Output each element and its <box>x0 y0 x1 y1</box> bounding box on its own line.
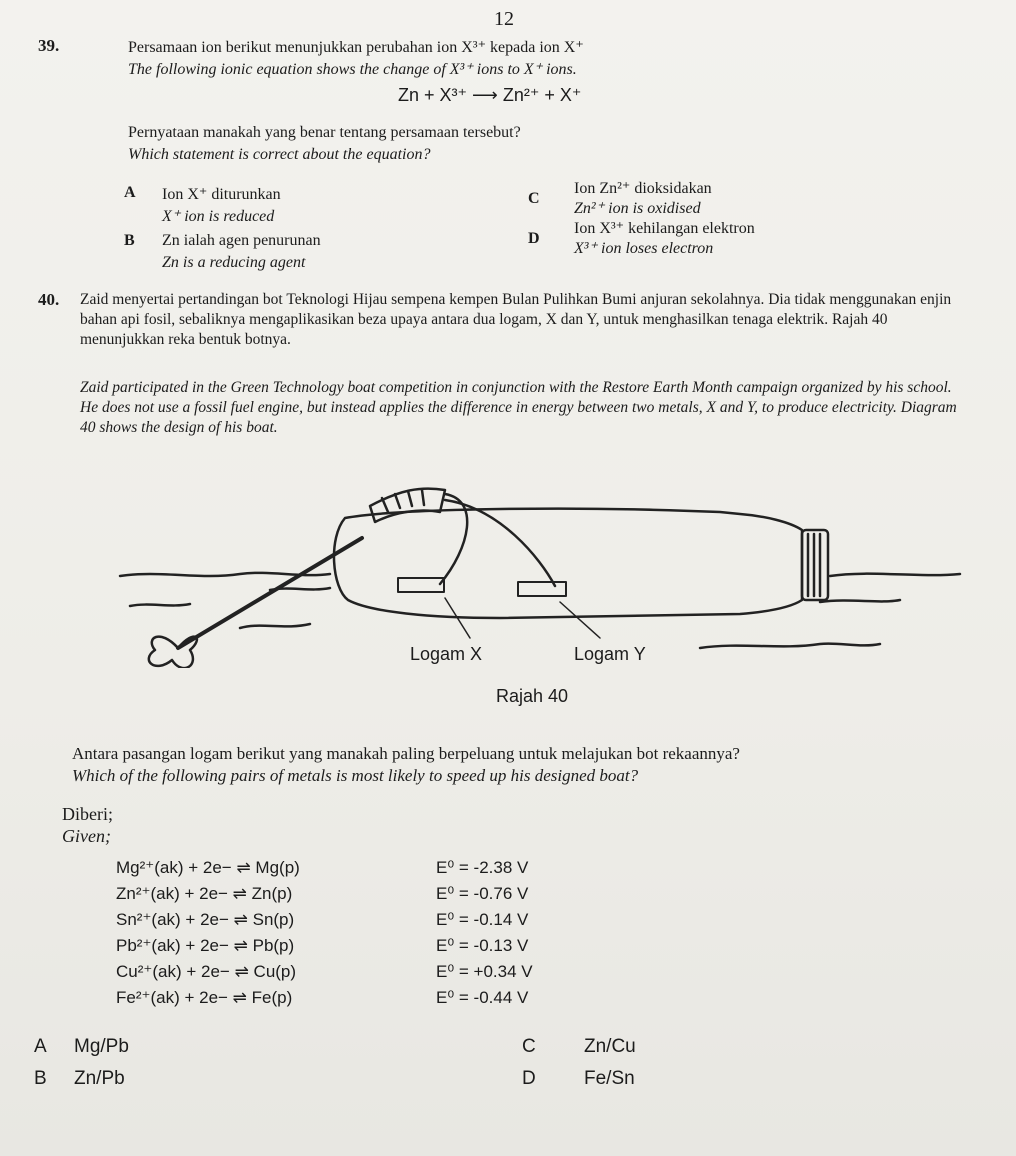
q40-question-en: Which of the following pairs of metals is most likely to speed up his designed boat? <box>72 766 639 785</box>
q40-answer-d[interactable]: Fe/Sn <box>584 1068 635 1089</box>
wire-1 <box>440 494 467 584</box>
q39-option-b-letter: B <box>124 232 135 249</box>
bottle-outline <box>334 509 802 618</box>
metal-y <box>518 582 566 596</box>
half-equation-sn: Sn²⁺(ak) + 2e− ⇌ Sn(p) <box>116 910 295 929</box>
q39-option-b-ms[interactable]: Zn ialah agen penurunan <box>162 232 321 249</box>
half-equation-cu: Cu²⁺(ak) + 2e− ⇌ Cu(p) <box>116 962 297 981</box>
q39-option-c-en: Zn²⁺ ion is oxidised <box>574 200 701 217</box>
half-equation-pb: Pb²⁺(ak) + 2e− ⇌ Pb(p) <box>116 936 295 955</box>
q39-question-en: Which statement is correct about the equation? <box>128 146 431 163</box>
q39-option-d-ms[interactable]: Ion X³⁺ kehilangan elektron <box>574 220 755 237</box>
q40-answer-b[interactable]: Zn/Pb <box>74 1068 125 1089</box>
q39-number: 39. <box>38 36 60 55</box>
q39-option-a-letter: A <box>124 184 136 201</box>
half-equation-fe: Fe²⁺(ak) + 2e− ⇌ Fe(p) <box>116 988 293 1007</box>
page-number: 12 <box>494 8 514 30</box>
q40-answer-c-letter: C <box>522 1036 536 1057</box>
q40-paragraph-ms: Zaid menyertai pertandingan bot Teknologi Hijau sempena kempen Bulan Pulihkan Bumi anjuran sekolahnya. Dia tidak menggunakan enjin bahan api fosil, sebaliknya mengaplikasikan beza upaya antara dua logam, X dan Y, untuk menghasilkan tenaga elektrik. Rajah 40 menunjukkan reka bentuk botnya. <box>80 291 952 348</box>
q39-stem-ms: Persamaan ion berikut menunjukkan perubahan ion X³⁺ kepada ion X⁺ <box>128 39 584 56</box>
e0-fe: E⁰ = -0.44 V <box>436 988 529 1007</box>
metal-x <box>398 578 444 592</box>
q40-answer-a[interactable]: Mg/Pb <box>74 1036 129 1057</box>
wire-2 <box>445 500 555 586</box>
q39-option-a-ms[interactable]: Ion X⁺ diturunkan <box>162 186 281 203</box>
boat-diagram <box>100 478 980 668</box>
half-equation-mg: Mg²⁺(ak) + 2e− ⇌ Mg(p) <box>116 858 300 877</box>
q39-option-a-en: X⁺ ion is reduced <box>162 208 275 225</box>
given-en: Given; <box>62 826 111 846</box>
label-metal-y: Logam Y <box>574 644 646 664</box>
q40-answer-b-letter: B <box>34 1068 47 1089</box>
q39-option-b-en: Zn is a reducing agent <box>162 254 306 271</box>
q40-question-ms: Antara pasangan logam berikut yang manakah paling berpeluang untuk melajukan bot rekaannya? <box>72 744 740 763</box>
q40-answer-d-letter: D <box>522 1068 536 1089</box>
propeller-shaft <box>178 538 362 648</box>
q40-answer-a-letter: A <box>34 1036 47 1057</box>
diagram-caption: Rajah 40 <box>496 686 569 706</box>
given-ms: Diberi; <box>62 804 113 824</box>
q40-answer-c[interactable]: Zn/Cu <box>584 1036 636 1057</box>
q39-option-d-en: X³⁺ ion loses electron <box>574 240 714 257</box>
q39-option-d-letter: D <box>528 230 540 247</box>
e0-sn: E⁰ = -0.14 V <box>436 910 529 929</box>
q39-question-ms: Pernyataan manakah yang benar tentang persamaan tersebut? <box>128 124 521 141</box>
water-line <box>120 573 330 576</box>
q39-option-c-letter: C <box>528 190 540 207</box>
label-metal-x: Logam X <box>410 644 483 664</box>
e0-cu: E⁰ = +0.34 V <box>436 962 533 981</box>
q39-option-c-ms[interactable]: Ion Zn²⁺ dioksidakan <box>574 180 712 197</box>
e0-mg: E⁰ = -2.38 V <box>436 858 529 877</box>
e0-zn: E⁰ = -0.76 V <box>436 884 529 903</box>
q39-equation: Zn + X³⁺ ⟶ Zn²⁺ + X⁺ <box>398 85 582 105</box>
q39-stem-en: The following ionic equation shows the change of X³⁺ ions to X⁺ ions. <box>128 61 577 78</box>
q40-number: 40. <box>38 290 60 309</box>
e0-pb: E⁰ = -0.13 V <box>436 936 529 955</box>
q40-paragraph-en: Zaid participated in the Green Technology boat competition in conjunction with the Restore Earth Month campaign organized by his school. He does not use a fossil fuel engine, but instead applies the difference in energy between two metals, X and Y, to produce electricity. Diagram 40 shows the design of his boat. <box>80 379 957 436</box>
half-equation-zn: Zn²⁺(ak) + 2e− ⇌ Zn(p) <box>116 884 293 903</box>
